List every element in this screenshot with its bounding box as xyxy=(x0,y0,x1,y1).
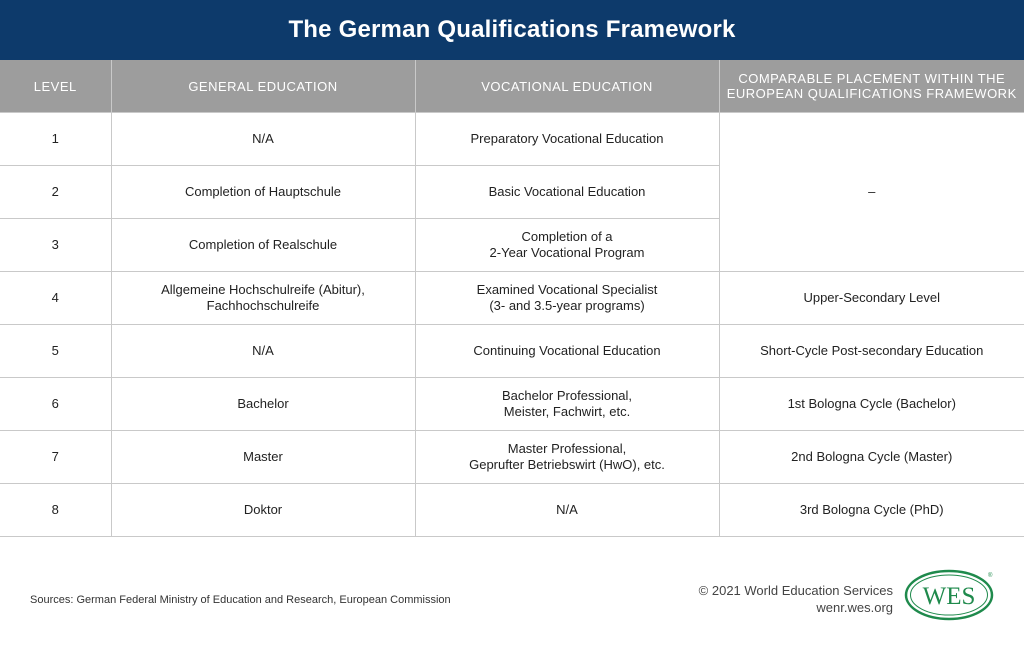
header-vocational-education: VOCATIONAL EDUCATION xyxy=(415,60,719,113)
cell-vocational: Bachelor Professional, Meister, Fachwirt, etc. xyxy=(415,378,719,431)
cell-vocational: Preparatory Vocational Education xyxy=(415,113,719,166)
cell-general: Bachelor xyxy=(111,378,415,431)
cell-general: N/A xyxy=(111,325,415,378)
cell-eqf-merged: – xyxy=(719,113,1024,272)
cell-eqf: Upper-Secondary Level xyxy=(719,272,1024,325)
cell-vocational: N/A xyxy=(415,484,719,537)
table-row xyxy=(0,325,1024,378)
cell-general: N/A xyxy=(111,113,415,166)
cell-general: Allgemeine Hochschulreife (Abitur), Fachhochschulreife xyxy=(111,272,415,325)
cell-eqf: 1st Bologna Cycle (Bachelor) xyxy=(719,378,1024,431)
registered-mark-icon: ® xyxy=(988,573,993,579)
cell-eqf: Short-Cycle Post-secondary Education xyxy=(719,325,1024,378)
cell-eqf: 2nd Bologna Cycle (Master) xyxy=(719,431,1024,484)
table-row xyxy=(0,272,1024,325)
logo-text: WES xyxy=(922,583,976,610)
copyright-block xyxy=(699,582,893,616)
cell-general: Master xyxy=(111,431,415,484)
cell-level: 6 xyxy=(0,378,111,431)
cell-level: 2 xyxy=(0,166,111,219)
cell-general: Completion of Hauptschule xyxy=(111,166,415,219)
table-header-row xyxy=(0,60,1024,113)
sources-note: Sources: German Federal Ministry of Education and Research, European Commission xyxy=(30,594,451,606)
cell-level: 7 xyxy=(0,431,111,484)
cell-vocational: Examined Vocational Specialist (3- and 3.5-year programs) xyxy=(415,272,719,325)
cell-eqf: 3rd Bologna Cycle (PhD) xyxy=(719,484,1024,537)
page-title: The German Qualifications Framework xyxy=(0,0,1024,60)
cell-general: Doktor xyxy=(111,484,415,537)
table-row xyxy=(0,431,1024,484)
qualifications-table xyxy=(0,60,1024,537)
cell-level: 1 xyxy=(0,113,111,166)
copyright-text: © 2021 World Education Services xyxy=(698,583,893,598)
header-eqf-placement: COMPARABLE PLACEMENT WITHIN THE EUROPEAN QUALIFICATIONS FRAMEWORK xyxy=(719,60,1024,113)
cell-vocational: Basic Vocational Education xyxy=(415,166,719,219)
cell-level: 5 xyxy=(0,325,111,378)
cell-general: Completion of Realschule xyxy=(111,219,415,272)
table-row xyxy=(0,484,1024,537)
cell-level: 8 xyxy=(0,484,111,537)
website-link[interactable]: wenr.wes.org xyxy=(816,600,893,615)
cell-level: 4 xyxy=(0,272,111,325)
cell-level: 3 xyxy=(0,219,111,272)
table-row xyxy=(0,113,1024,166)
cell-vocational: Continuing Vocational Education xyxy=(415,325,719,378)
wes-logo xyxy=(904,569,994,621)
header-level: LEVEL xyxy=(0,60,111,113)
table-row xyxy=(0,378,1024,431)
cell-vocational: Completion of a 2-Year Vocational Program xyxy=(415,219,719,272)
header-general-education: GENERAL EDUCATION xyxy=(111,60,415,113)
cell-vocational: Master Professional, Geprufter Betriebswirt (HwO), etc. xyxy=(415,431,719,484)
